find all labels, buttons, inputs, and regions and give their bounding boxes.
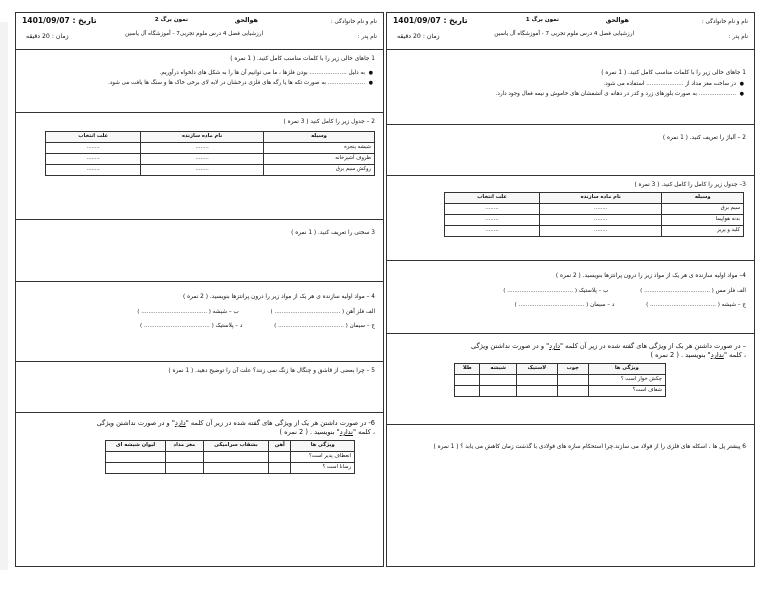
- exam-duration: زمان : 20 دقیقه: [397, 33, 440, 40]
- table-cell: [106, 462, 166, 473]
- table-cell: [166, 451, 203, 462]
- table-cell: [106, 451, 166, 462]
- question-4-row: [393, 288, 746, 296]
- underlined-word: ندارد: [710, 350, 724, 359]
- table-cell: [203, 451, 269, 462]
- question-1-item: ● ..................... به صورت بلورهای زرد و کدر در دهانه ی آتشفشان های خاموش و نیمه فعال وجود دارد.: [393, 91, 746, 99]
- question-4-row: [22, 323, 375, 331]
- question-3: [16, 220, 383, 282]
- table-header: آهن: [269, 440, 291, 451]
- worksheet-2: [15, 12, 384, 567]
- question-1-title: 1 جاهای خالی زیر را با کلمات مناسب کامل کنید. ( 1 نمره ): [601, 70, 746, 76]
- question-4-row: [22, 309, 375, 317]
- item-d: د – پلاستیک ( ..................................... ): [140, 323, 243, 330]
- table-row: [445, 203, 744, 214]
- item-d: د – سیمان ( ..................................... ): [514, 302, 615, 309]
- table-cell: [516, 374, 557, 385]
- underlined-word: دارد: [549, 342, 561, 350]
- table-cell: ........: [46, 164, 141, 175]
- table-row: [106, 462, 355, 473]
- exam-date: تاریخ : 1401/09/07: [393, 16, 468, 25]
- title-part: ، کلمه ": [723, 350, 746, 359]
- title-part: ، کلمه ": [352, 427, 375, 436]
- name-label: نام و نام خانوادگی :: [701, 19, 748, 25]
- table-header: مغز مداد: [166, 440, 203, 451]
- table-header: بشقاب سرامیکی: [203, 440, 269, 451]
- table-header: لاستیک: [516, 363, 557, 374]
- table-cell: ........: [445, 225, 540, 236]
- question-1-item: ● ..................... به صورت تکه ها یا رگه های فلزی درخشان در لابه لای برخی خاک ها و سنگ ها یافت می شود.: [22, 80, 375, 88]
- question-4-row: [393, 302, 746, 310]
- question-4-title: 4 – مواد اولیه سازنده ی هر یک از مواد زیر را درون پرانتزها بنویسید. ( 2 نمره ): [183, 294, 375, 300]
- table-cell: [480, 385, 516, 396]
- question-4-title: 4– مواد اولیه سازنده ی هر یک از مواد زیر را درون پرانتزها بنویسید. ( 2 نمره ): [555, 273, 746, 279]
- title-part: 6- در صورت داشتن هر یک از ویژگی های گفته شده در زیر آن کلمه ": [185, 419, 375, 427]
- question-6: [16, 413, 383, 563]
- table-cell: سیم برق: [662, 203, 744, 214]
- table-header: لیوان شیشه ای: [106, 440, 166, 451]
- table-cell: رسانا است ؟: [291, 462, 355, 473]
- title-part: " بنویسید . ( 2 نمره ): [650, 350, 711, 359]
- question-2-title: 2 – جدول زیر را کامل کنید ( 3 نمره ): [283, 119, 375, 125]
- worksheet-1: [386, 12, 755, 567]
- question-1-item: ● در ساخت مغز مداد از ..................... استفاده می شود.: [393, 81, 746, 89]
- question-5-title: 5 – چرا بعضی از قاشق و چنگال ها زنگ نمی زنند؟ علت آن را توضیح دهید. ( 1 نمره ): [168, 368, 375, 374]
- question-3-title: 3– جدول زیر را کامل را کامل کنید. ( 3 نمره ): [634, 182, 746, 188]
- title-part: " بنویسید . ( 2 نمره ): [279, 427, 340, 436]
- table-cell: [557, 385, 588, 396]
- table-cell: ظروف آشپزخانه: [263, 153, 374, 164]
- question-4: [387, 261, 754, 334]
- table-cell: انعطاف پذیر است؟: [291, 451, 355, 462]
- table-cell: [166, 462, 203, 473]
- course-title: ارزشیابی فصل 4 درس ملوم تجربی7 - آموزشگاه آل یاسین: [125, 31, 263, 37]
- question-6-title: 6 پیشتر پل ها ، اسکله های فلزی را از فولاد می سازند.چرا استحکام سازه های فولادی با گذشت زمان کاهش می یابد ؟ ( 1 نمره ): [433, 444, 746, 450]
- question-1-item: ● به دلیل ..................... بودن فلزها ، ما می توانیم آن ها را به شکل های دلخواه درآوریم.: [22, 70, 375, 78]
- table-cell: ........: [46, 142, 141, 153]
- table-cell: ........: [445, 214, 540, 225]
- question-1: [16, 50, 383, 113]
- father-name-label: نام پدر :: [728, 34, 748, 40]
- title-part: " و در صورت نداشتن ویژگی: [470, 342, 550, 350]
- properties-table: [105, 440, 355, 474]
- question-5-title: [393, 342, 746, 360]
- properties-table: [454, 363, 666, 397]
- table-header: نام ماده سازنده: [141, 131, 264, 142]
- table-header: علت انتخاب: [46, 131, 141, 142]
- exam-duration: زمان : 20 دقیقه: [26, 33, 69, 40]
- table-cell: شفاف است؟: [588, 385, 665, 396]
- table-cell: [203, 462, 269, 473]
- table-header: نام ماده سازنده: [540, 192, 662, 203]
- table-cell: ........: [540, 203, 662, 214]
- table-row: [445, 225, 744, 236]
- question-5: [387, 334, 754, 425]
- table-row: [46, 164, 375, 175]
- table-row: [106, 451, 355, 462]
- table-header: طلا: [455, 363, 480, 374]
- header-title: هوالحق: [234, 16, 258, 24]
- question-5: [16, 362, 383, 413]
- table-cell: [480, 374, 516, 385]
- header-title: هوالحق: [605, 16, 629, 24]
- father-name-label: نام پدر :: [357, 34, 377, 40]
- table-row: [46, 153, 375, 164]
- table-cell: روکش سیم برق: [263, 164, 374, 175]
- sample-number: نمون برگ 1: [525, 17, 559, 23]
- item-a: الف فلز مس ( ..................................... ): [640, 287, 746, 294]
- table-header: چوب: [557, 363, 588, 374]
- question-2: [387, 125, 754, 176]
- table-cell: [516, 385, 557, 396]
- question-2: [16, 113, 383, 220]
- item-a: الف فلز آهن ( ..................................... ): [270, 308, 375, 315]
- materials-table: [45, 131, 375, 176]
- title-part: – در صورت داشتن هر یک از ویژگی های گفته شده در زیر آن کلمه ": [560, 342, 746, 350]
- table-cell: [455, 374, 480, 385]
- table-cell: ........: [46, 153, 141, 164]
- table-cell: ........: [445, 203, 540, 214]
- question-1-title: 1 جاهای خالی زیر را با کلمات مناسب کامل کنید. ( 1 نمره ): [230, 56, 375, 62]
- underlined-word: دارد: [174, 419, 186, 427]
- question-3-title: 3 سختی را تعریف کنید. ( 1 نمره ): [291, 230, 375, 236]
- question-3: [387, 176, 754, 261]
- item-b: ب – پلاستیک ( ..................................... ): [503, 287, 609, 294]
- table-row: [445, 214, 744, 225]
- table-header: وسیله: [662, 192, 744, 203]
- sample-number: نمون برگ 2: [154, 17, 188, 23]
- table-cell: [269, 451, 291, 462]
- table-cell: ........: [540, 225, 662, 236]
- name-label: نام و نام خانوادگی :: [330, 19, 377, 25]
- table-header: ویژگی ها: [588, 363, 665, 374]
- table-header: علت انتخاب: [445, 192, 540, 203]
- underlined-word: ندارد: [339, 427, 353, 436]
- page-edge-strip: [0, 22, 8, 570]
- table-row: [455, 374, 666, 385]
- table-cell: شیشه پنجره: [263, 142, 374, 153]
- item-b: ب – شیشه ( ..................................... ): [137, 308, 239, 315]
- table-header: ویژگی ها: [291, 440, 355, 451]
- worksheet-header: [387, 13, 754, 50]
- table-cell: چکش خوار است ؟: [588, 374, 665, 385]
- item-c: ج – سیمان ( ..................................... ): [274, 323, 375, 330]
- title-part: " و در صورت نداشتن ویژگی: [96, 419, 175, 427]
- table-cell: کلید و پریز: [662, 225, 744, 236]
- table-cell: [455, 385, 480, 396]
- table-cell: بدنه هواپیما: [662, 214, 744, 225]
- table-cell: [557, 374, 588, 385]
- exam-date: تاریخ : 1401/09/07: [22, 16, 97, 25]
- table-row: [46, 142, 375, 153]
- item-c: ج – شیشه ( ..................................... ): [646, 302, 746, 309]
- table-cell: ........: [141, 153, 264, 164]
- table-cell: ........: [540, 214, 662, 225]
- table-header: وسیله: [263, 131, 374, 142]
- table-cell: ........: [141, 164, 264, 175]
- materials-table: [444, 192, 744, 237]
- question-6: [387, 425, 754, 566]
- table-row: [455, 385, 666, 396]
- table-cell: ........: [141, 142, 264, 153]
- worksheet-header: [16, 13, 383, 50]
- question-2-title: 2 – آلیاژ را تعریف کنید. ( 1 نمره ): [662, 135, 746, 141]
- question-6-title: [22, 419, 375, 437]
- question-4: [16, 282, 383, 362]
- table-cell: [269, 462, 291, 473]
- course-title: ارزشیابی فصل 4 درس ملوم تجربی 7 - آموزشگاه آل یاسین: [494, 31, 634, 37]
- table-header: شیشه: [480, 363, 516, 374]
- question-1: [387, 50, 754, 125]
